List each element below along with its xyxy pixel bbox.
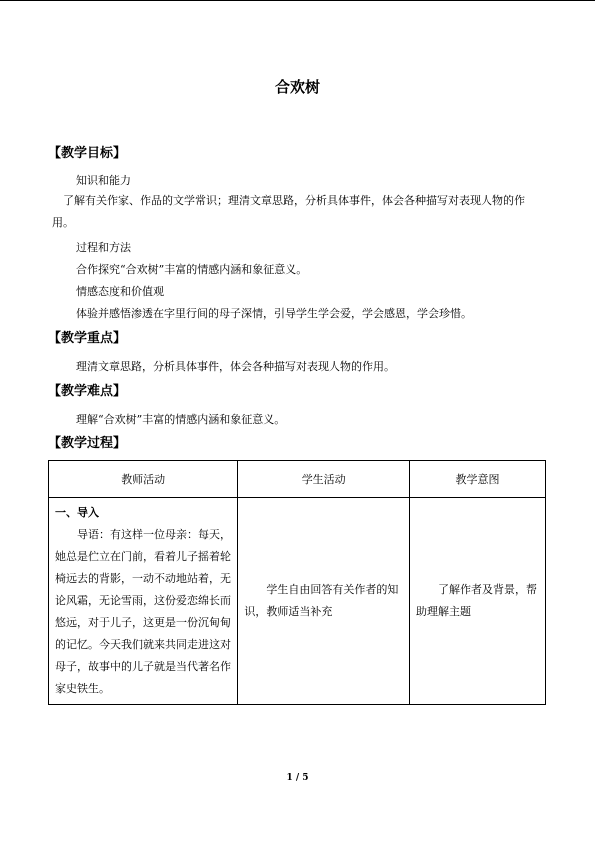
student-activity-text: 学生自由回答有关作者的知识，教师适当补充 xyxy=(244,583,399,618)
text-emotion-values: 体验并感悟渗透在字里行间的母子深情，引导学生学会爱，学会感恩，学会珍惜。 xyxy=(76,307,472,320)
table-header-row xyxy=(49,461,546,498)
heading-teaching-process: 【教学过程】 xyxy=(48,436,127,451)
cell-teaching-intent xyxy=(409,498,545,705)
cell-teacher-activity xyxy=(49,498,238,705)
cell-student-activity xyxy=(238,498,410,705)
document-title: 合欢树 xyxy=(274,78,320,96)
header-teacher-activity: 教师活动 xyxy=(49,461,238,498)
teaching-process-table xyxy=(48,460,546,705)
header-teaching-intent: 教学意图 xyxy=(409,461,545,498)
table-row xyxy=(49,498,546,705)
page-number: 1 / 5 xyxy=(286,773,309,783)
label-process-method: 过程和方法 xyxy=(76,241,131,254)
teaching-intent-text: 了解作者及背景，帮助理解主题 xyxy=(415,583,537,618)
text-process-method: 合作探究“合欢树”丰富的情感内涵和象征意义。 xyxy=(76,263,308,276)
teacher-step-title: 一、导入 xyxy=(55,506,99,519)
top-rule xyxy=(0,0,595,1)
teacher-step-text: 导语：有这样一位母亲：每天，她总是伫立在门前，看着儿子摇着轮椅远去的背影，一动不动地站着，无论风霜，无论雪雨，这份爱恋绵长而悠远，对于儿子，这更是一份沉甸甸的记忆。今天我们就来共同走进这对母子，故事中的儿子就是当代著名作家史铁生。 xyxy=(55,528,231,695)
heading-teaching-goals: 【教学目标】 xyxy=(48,146,127,161)
text-difficulties: 理解“合欢树”丰富的情感内涵和象征意义。 xyxy=(76,413,286,426)
header-student-activity: 学生活动 xyxy=(238,461,410,498)
label-emotion-values: 情感态度和价值观 xyxy=(76,285,164,298)
text-knowledge-ability: 了解有关作家、作品的文学常识；理清文章思路，分析具体事件，体会各种描写对表现人物的作用。 xyxy=(52,194,525,229)
heading-difficulties: 【教学难点】 xyxy=(48,384,127,399)
label-knowledge-ability: 知识和能力 xyxy=(76,174,131,187)
text-key-points: 理清文章思路，分析具体事件，体会各种描写对表现人物的作用。 xyxy=(76,360,395,373)
heading-key-points: 【教学重点】 xyxy=(48,331,127,346)
